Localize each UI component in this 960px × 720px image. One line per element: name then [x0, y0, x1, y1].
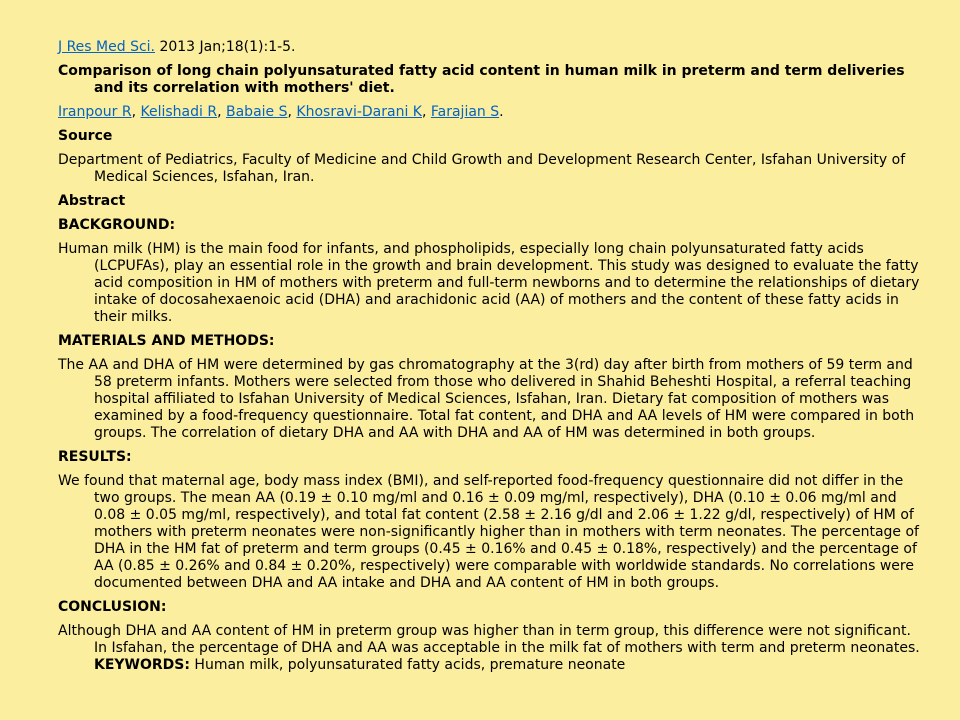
results-text: We found that maternal age, body mass index (BMI), and self-reported food-frequency questionnaire did not differ in the two groups. The mean AA (0.19 ± 0.10 mg/ml and 0.16 ± 0.09 mg/ml, respectively), DHA (0.10 ± 0.06 mg/ml and 0.08 ± 0.05 mg/ml, respectively), and total fat content (2.58 ± 2.16 g/dl and 2.06 ± 1.22 g/dl, respectively) of HM of mothers with preterm neonates were non-significantly higher than in mothers with term neonates. The percentage of DHA in the HM fat of preterm and term groups (0.45 ± 0.16% and 0.45 ± 0.18%, respectively) and the percentage of AA (0.85 ± 0.26% and 0.84 ± 0.20%, respectively) were comparable with worldwide standards. No correlations were documented between DHA and AA intake and DHA and AA content of HM in both groups. [58, 473, 919, 591]
abstract-heading: Abstract [58, 193, 126, 209]
author-link[interactable]: Iranpour R [58, 104, 132, 120]
author-link[interactable]: Kelishadi R [140, 104, 218, 120]
source-heading: Source [58, 128, 113, 144]
background-heading: BACKGROUND: [58, 217, 176, 233]
author-separator: , [131, 104, 141, 120]
citation-details: 2013 Jan;18(1):1-5. [155, 39, 296, 55]
author-link[interactable]: Khosravi-Darani K [296, 104, 422, 120]
author-link[interactable]: Farajian S [430, 104, 500, 120]
author-list-end: . [499, 104, 504, 120]
methods-text: The AA and DHA of HM were determined by gas chromatography at the 3(rd) day after birth from mothers of 59 term and 58 preterm infants. Mothers were selected from those who delivered in Shahid Beheshti Hospital, a referral teaching hospital affiliated to Isfahan University of Medical Sciences, Isfahan, Iran. Dietary fat composition of mothers was examined by a food-frequency questionnaire. Total fat content, and DHA and AA levels of HM were compared in both groups. The correlation of dietary DHA and AA with DHA and AA of HM was determined in both groups. [58, 357, 915, 441]
keywords-label: KEYWORDS: [94, 657, 190, 673]
citation-line [58, 39, 920, 56]
author-separator: , [287, 104, 297, 120]
author-separator: , [421, 104, 431, 120]
author-link[interactable]: Babaie S [226, 104, 288, 120]
keywords-text: Human milk, polyunsaturated fatty acids, premature neonate [189, 657, 626, 673]
journal-link[interactable]: J Res Med Sci. [58, 39, 155, 55]
source-text: Department of Pediatrics, Faculty of Medicine and Child Growth and Development Research Center, Isfahan University of Medical Sciences, Isfahan, Iran. [58, 152, 906, 185]
conclusion-paragraph [58, 623, 920, 674]
conclusion-heading: CONCLUSION: [58, 599, 167, 615]
author-list [58, 104, 920, 121]
methods-heading: MATERIALS AND METHODS: [58, 333, 275, 349]
article-title: Comparison of long chain polyunsaturated fatty acid content in human milk in preterm and term deliveries and its correlation with mothers' diet. [58, 63, 905, 96]
results-heading: RESULTS: [58, 449, 132, 465]
conclusion-text: Although DHA and AA content of HM in preterm group was higher than in term group, this difference were not significant. In Isfahan, the percentage of DHA and AA was acceptable in the milk fat of mothers with term and preterm neonates. [58, 623, 920, 656]
author-separator: , [217, 104, 226, 120]
background-text: Human milk (HM) is the main food for infants, and phospholipids, especially long chain polyunsaturated fatty acids (LCPUFAs), play an essential role in the growth and brain development. This study was designed to evaluate the fatty acid composition in HM of mothers with preterm and full-term newborns and to determine the relationships of dietary intake of docosahexaenoic acid (DHA) and arachidonic acid (AA) of mothers and the content of these fatty acids in their milks. [58, 241, 920, 325]
